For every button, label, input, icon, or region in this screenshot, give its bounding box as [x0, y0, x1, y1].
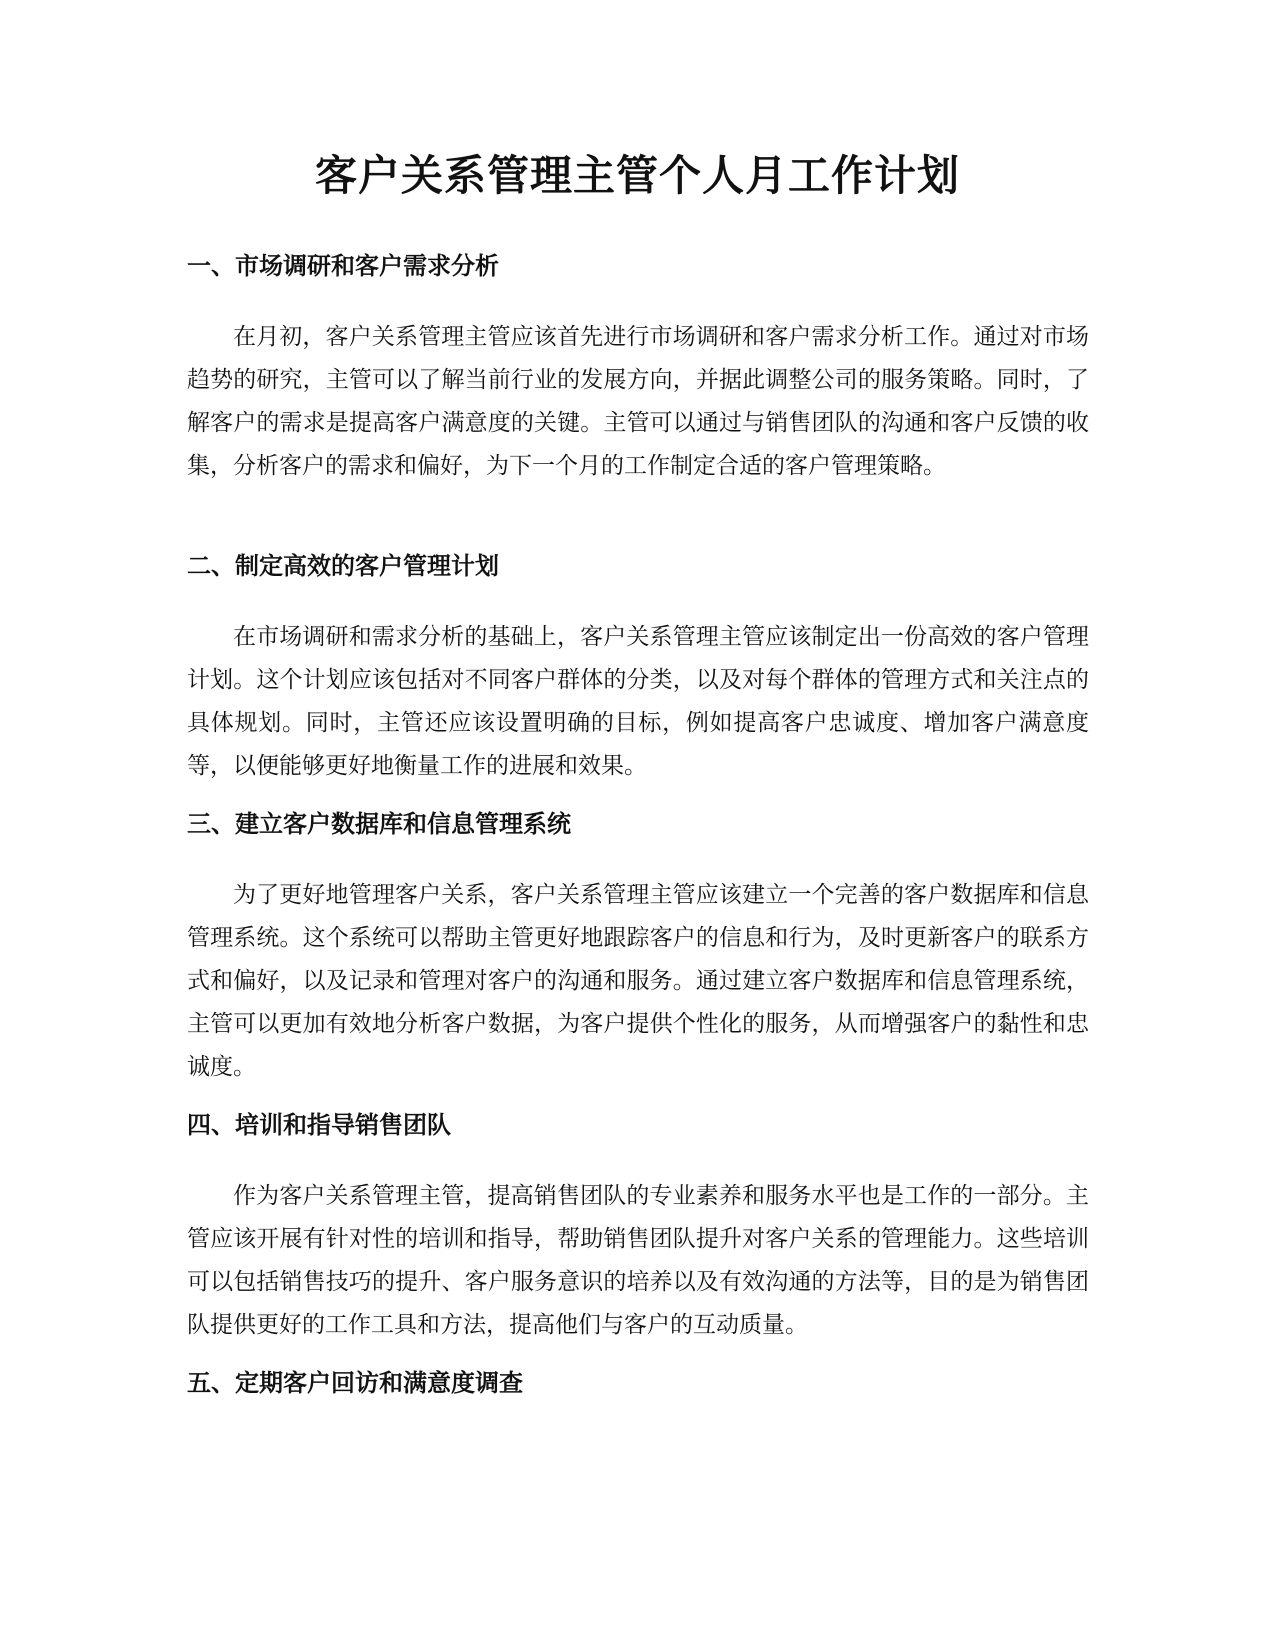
- section-paragraph: 作为客户关系管理主管，提高销售团队的专业素养和服务水平也是工作的一部分。主管应该开展有针对性的培训和指导，帮助销售团队提升对客户关系的管理能力。这些培训可以包括销售技巧的提升、客户服务意识的培养以及有效沟通的方法等，目的是为销售团队提供更好的工作工具和方法，提高他们与客户的互动质量。: [187, 1183, 1089, 1338]
- section-heading: 四、培训和指导销售团队: [187, 1111, 451, 1139]
- section-customer-database: [187, 806, 1089, 1089]
- section-sales-training: [187, 1107, 1089, 1347]
- section-management-plan: [187, 548, 1089, 788]
- section-paragraph: 为了更好地管理客户关系，客户关系管理主管应该建立一个完善的客户数据库和信息管理系统。这个系统可以帮助主管更好地跟踪客户的信息和行为，及时更新客户的联系方式和偏好，以及记录和管理对客户的沟通和服务。通过建立客户数据库和信息管理系统，主管可以更加有效地分析客户数据，为客户提供个性化的服务，从而增强客户的黏性和忠诚度。: [187, 882, 1089, 1080]
- section-customer-follow-up: [187, 1365, 1089, 1401]
- document-title: 客户关系管理主管个人月工作计划: [314, 151, 960, 200]
- section-heading: 三、建立客户数据库和信息管理系统: [187, 810, 571, 838]
- section-heading: 一、市场调研和客户需求分析: [187, 252, 499, 280]
- section-paragraph: 在月初，客户关系管理主管应该首先进行市场调研和客户需求分析工作。通过对市场趋势的研究，主管可以了解当前行业的发展方向，并据此调整公司的服务策略。同时，了解客户的需求是提高客户满意度的关键。主管可以通过与销售团队的沟通和客户反馈的收集，分析客户的需求和偏好，为下一个月的工作制定合适的客户管理策略。: [187, 324, 1089, 479]
- section-heading: 二、制定高效的客户管理计划: [187, 552, 499, 580]
- section-paragraph: 在市场调研和需求分析的基础上，客户关系管理主管应该制定出一份高效的客户管理计划。这个计划应该包括对不同客户群体的分类，以及对每个群体的管理方式和关注点的具体规划。同时，主管还应该设置明确的目标，例如提高客户忠诚度、增加客户满意度等，以便能够更好地衡量工作的进展和效果。: [187, 624, 1089, 779]
- section-heading: 五、定期客户回访和满意度调查: [187, 1369, 523, 1397]
- section-market-research: [187, 248, 1089, 488]
